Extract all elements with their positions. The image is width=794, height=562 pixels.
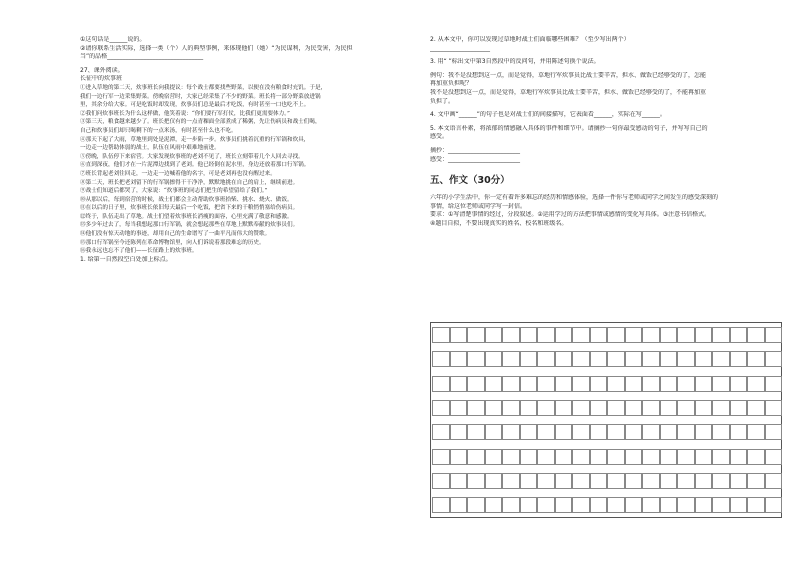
grid-cell[interactable] xyxy=(607,351,625,367)
text-line: 2. 从本文中，你可以发现过草地时战士们面临哪些困难？（至少写出两个） xyxy=(430,36,630,43)
grid-cell[interactable] xyxy=(607,400,625,416)
grid-cell[interactable] xyxy=(642,424,660,440)
grid-cell[interactable] xyxy=(572,327,590,343)
grid-cell[interactable] xyxy=(555,497,573,513)
grid-cell[interactable] xyxy=(502,400,520,416)
text-line: 5. 本文语言朴素，将浓郁的情感融入具体的事件和细节中。请摘抄一句你最受感动的句子，并写写自己的 xyxy=(430,124,708,132)
grid-cell[interactable] xyxy=(520,449,538,465)
grid-cell[interactable] xyxy=(467,351,485,367)
grid-cell[interactable] xyxy=(660,449,678,465)
grid-cell[interactable] xyxy=(677,351,695,367)
grid-cell[interactable] xyxy=(695,473,713,489)
grid-cell[interactable] xyxy=(555,449,573,465)
grid-cell[interactable] xyxy=(765,473,783,489)
grid-cell[interactable] xyxy=(572,473,590,489)
grid-cell[interactable] xyxy=(432,449,450,465)
grid-cell[interactable] xyxy=(712,449,730,465)
text-line: 六年的小学生活中，你一定有着许多难忘的经历和情感体验，选择一件你与老师或同学之间发生的感受深刻的 xyxy=(430,194,719,202)
grid-cell[interactable] xyxy=(625,473,643,489)
grid-cell[interactable] xyxy=(590,473,608,489)
grid-cell[interactable] xyxy=(572,449,590,465)
grid-cell[interactable] xyxy=(625,400,643,416)
grid-cell[interactable] xyxy=(642,449,660,465)
text-line: 27、课外阅读。 xyxy=(80,66,124,74)
grid-cell[interactable] xyxy=(695,497,713,513)
reading-question-1 xyxy=(80,256,420,265)
grid-cell[interactable] xyxy=(747,424,765,440)
grid-cell[interactable] xyxy=(642,400,660,416)
grid-cell[interactable] xyxy=(730,473,748,489)
grid-cell[interactable] xyxy=(537,449,555,465)
grid-cell[interactable] xyxy=(572,376,590,392)
grid-cell[interactable] xyxy=(432,424,450,440)
grid-cell[interactable] xyxy=(432,351,450,367)
grid-cell[interactable] xyxy=(555,327,573,343)
text-line: ⑮那口行军锅至今还陈列在革命博物馆里，向人们诉说着那段难忘的历史。 xyxy=(80,239,265,246)
section-title: 五、作文（30分） xyxy=(430,175,510,187)
grid-cell[interactable] xyxy=(450,449,468,465)
grid-cell[interactable] xyxy=(730,497,748,513)
grid-cell[interactable] xyxy=(432,376,450,392)
text-line: 负担了。 xyxy=(430,97,455,105)
grid-cell[interactable] xyxy=(730,376,748,392)
grid-cell[interactable] xyxy=(590,376,608,392)
text-line: ⑩从那以后，每到宿营的时候，战士们都会主动帮助炊事班拾柴、挑水、烧火、做饭。 xyxy=(80,196,293,203)
grid-cell[interactable] xyxy=(660,473,678,489)
grid-cell[interactable] xyxy=(485,449,503,465)
grid-cell[interactable] xyxy=(537,376,555,392)
grid-cell[interactable] xyxy=(730,351,748,367)
grid-cell[interactable] xyxy=(607,497,625,513)
text-line: ____________________ xyxy=(430,44,490,52)
text-line: ①这句话是______说的。 xyxy=(80,36,146,43)
text-line: ④那天下起了大雨，草地里到处是泥潭，走一步陷一步。炊事员们挑着沉重的行军锅和炊具， xyxy=(80,136,310,143)
text-line: 再加重负担呢？ xyxy=(430,80,473,88)
grid-cell[interactable] xyxy=(660,327,678,343)
grid-cell[interactable] xyxy=(607,449,625,465)
grid-cell[interactable] xyxy=(450,376,468,392)
grid-cell[interactable] xyxy=(712,473,730,489)
grid-cell[interactable] xyxy=(642,327,660,343)
grid-cell[interactable] xyxy=(625,449,643,465)
essay-instructions xyxy=(430,194,778,228)
text-line: ⑫终于，队伍走出了草地。战士们望着炊事班长消瘦的面容，心里充满了敬意和感激。 xyxy=(80,213,293,220)
grid-cell[interactable] xyxy=(660,376,678,392)
grid-cell[interactable] xyxy=(730,400,748,416)
text-line: 一边走一边帮助体弱的战士，队伍在风雨中艰难地前进。 xyxy=(80,145,220,152)
grid-cell[interactable] xyxy=(467,400,485,416)
grid-cell[interactable] xyxy=(432,497,450,513)
grid-cell[interactable] xyxy=(660,400,678,416)
grid-cell[interactable] xyxy=(572,424,590,440)
grid-cell[interactable] xyxy=(642,497,660,513)
grid-cell[interactable] xyxy=(695,400,713,416)
grid-cell[interactable] xyxy=(660,351,678,367)
grid-cell[interactable] xyxy=(695,327,713,343)
grid-cell[interactable] xyxy=(677,400,695,416)
grid-cell[interactable] xyxy=(502,351,520,367)
text-line: ⑧第二天，班长把老刘留下的行军锅擦得干干净净，默默地挑在自己的肩上，继续前进。 xyxy=(80,179,299,186)
grid-cell[interactable] xyxy=(485,351,503,367)
grid-cell[interactable] xyxy=(537,497,555,513)
grid-cell[interactable] xyxy=(765,449,783,465)
grid-cell[interactable] xyxy=(537,400,555,416)
grid-cell[interactable] xyxy=(590,497,608,513)
grid-cell[interactable] xyxy=(590,400,608,416)
grid-cell[interactable] xyxy=(590,424,608,440)
grid-cell[interactable] xyxy=(765,400,783,416)
grid-cell[interactable] xyxy=(467,473,485,489)
grid-cell[interactable] xyxy=(485,376,503,392)
text-line: ⑬多少年过去了，每当我想起那口行军锅，就会想起那些在草地上默默奉献的炊事员们。 xyxy=(80,222,299,229)
grid-cell[interactable] xyxy=(502,376,520,392)
grid-cell[interactable] xyxy=(625,497,643,513)
grid-cell[interactable] xyxy=(520,351,538,367)
grid-cell[interactable] xyxy=(520,327,538,343)
text-line: ①进入草地的第二天，炊事班长向我提议：每个战士都要找些野菜，以便在没有粮食时充饥。于是， xyxy=(80,84,327,91)
grid-cell[interactable] xyxy=(712,351,730,367)
grid-cell[interactable] xyxy=(677,497,695,513)
left-questions xyxy=(80,36,420,84)
grid-cell[interactable] xyxy=(695,351,713,367)
grid-cell[interactable] xyxy=(467,449,485,465)
grid-cell[interactable] xyxy=(607,424,625,440)
grid-cell[interactable] xyxy=(642,351,660,367)
grid-cell[interactable] xyxy=(660,497,678,513)
grid-cell[interactable] xyxy=(450,473,468,489)
grid-cell[interactable] xyxy=(467,424,485,440)
grid-cell[interactable] xyxy=(450,400,468,416)
grid-cell[interactable] xyxy=(485,424,503,440)
text-line: 感受。 xyxy=(430,133,449,141)
grid-cell[interactable] xyxy=(677,376,695,392)
text-line: 要求：①写清楚事情的经过，分段叙述。②运用学过的方法把事情或感情的变化写具体。③注意书信格式。 xyxy=(430,211,711,219)
grid-cell[interactable] xyxy=(432,400,450,416)
text-line: 感受：________________________ xyxy=(430,155,521,163)
text-line: 当”的品格________________________________ xyxy=(80,53,204,61)
grid-cell[interactable] xyxy=(450,351,468,367)
grid-cell[interactable] xyxy=(730,327,748,343)
grid-cell[interactable] xyxy=(590,327,608,343)
text-line: ②请你联系生活实际，选择一类（个）人的典型事例，来体现他们（她）“为民谋利，为民受害，为民担 xyxy=(80,44,353,52)
grid-cell[interactable] xyxy=(502,497,520,513)
grid-cell[interactable] xyxy=(765,351,783,367)
grid-cell[interactable] xyxy=(555,473,573,489)
text-line: 里，其余分给大家。可是吃饭时却发现，炊事员们总是最后才吃饭，有时甚至一口也吃不上。 xyxy=(80,102,310,109)
grid-cell[interactable] xyxy=(467,376,485,392)
text-line: 摘抄：________________________ xyxy=(430,146,521,154)
grid-cell[interactable] xyxy=(590,449,608,465)
grid-cell[interactable] xyxy=(677,449,695,465)
text-line: ⑨战士们知道后都哭了，大家说：“炊事班的同志们把生的希望留给了我们。” xyxy=(80,188,268,195)
text-line: 自己和炊事员们却只喝剩下的一点米汤，有时甚至什么也不吃。 xyxy=(80,127,237,134)
grid-cell[interactable] xyxy=(765,327,783,343)
left-column xyxy=(80,36,420,264)
grid-cell[interactable] xyxy=(625,424,643,440)
grid-cell[interactable] xyxy=(555,424,573,440)
grid-cell[interactable] xyxy=(432,327,450,343)
grid-cell[interactable] xyxy=(607,473,625,489)
grid-cell[interactable] xyxy=(450,424,468,440)
grid-cell[interactable] xyxy=(747,327,765,343)
grid-cell[interactable] xyxy=(555,400,573,416)
grid-cell[interactable] xyxy=(520,400,538,416)
grid-cell[interactable] xyxy=(747,400,765,416)
text-line: 1. 给第一自然段空白处加上标点。 xyxy=(80,255,172,263)
text-line: 例句：我不是没想到这一点，而是觉得，草地行军炊事员比战士要辛苦，担水、做饭已经够受的了，怎能 xyxy=(430,71,707,79)
text-line: ⑯我永远也忘不了他们——长征路上的炊事班。 xyxy=(80,248,198,255)
grid-cell[interactable] xyxy=(730,424,748,440)
grid-cell[interactable] xyxy=(677,327,695,343)
grid-cell[interactable] xyxy=(485,327,503,343)
grid-cell[interactable] xyxy=(590,351,608,367)
grid-cell[interactable] xyxy=(502,473,520,489)
grid-cell[interactable] xyxy=(450,497,468,513)
grid-cell[interactable] xyxy=(502,449,520,465)
grid-cell[interactable] xyxy=(747,449,765,465)
grid-cell[interactable] xyxy=(537,473,555,489)
grid-cell[interactable] xyxy=(712,376,730,392)
grid-cell[interactable] xyxy=(642,473,660,489)
grid-cell[interactable] xyxy=(660,424,678,440)
text-line: 事情，给这位老师或同学写一封信。 xyxy=(430,202,527,210)
grid-cell[interactable] xyxy=(572,400,590,416)
text-line: 4. 文中画“______”的句子也是对战士们的间接描写，它表面看______，实际在写______。 xyxy=(430,111,666,119)
grid-cell[interactable] xyxy=(467,497,485,513)
grid-cell[interactable] xyxy=(502,327,520,343)
grid-cell[interactable] xyxy=(555,351,573,367)
writing-grid[interactable] xyxy=(430,322,782,518)
grid-cell[interactable] xyxy=(467,327,485,343)
grid-cell[interactable] xyxy=(625,351,643,367)
grid-cell[interactable] xyxy=(747,497,765,513)
grid-cell[interactable] xyxy=(485,473,503,489)
reading-passage xyxy=(80,84,420,256)
grid-cell[interactable] xyxy=(432,473,450,489)
right-questions xyxy=(430,36,778,164)
grid-cell[interactable] xyxy=(765,424,783,440)
grid-cell[interactable] xyxy=(712,400,730,416)
grid-cell[interactable] xyxy=(537,327,555,343)
grid-cell[interactable] xyxy=(712,497,730,513)
grid-cell[interactable] xyxy=(625,376,643,392)
text-line: 长征中的炊事班 xyxy=(80,75,123,83)
grid-cell[interactable] xyxy=(747,473,765,489)
grid-cell[interactable] xyxy=(677,424,695,440)
text-line: ⑦班长背起老刘往回走，一边走一边喊着他的名字，可是老刘再也没有醒过来。 xyxy=(80,170,276,177)
grid-cell[interactable] xyxy=(485,497,503,513)
grid-cell[interactable] xyxy=(747,376,765,392)
text-line: ⑤傍晚，队伍停下来宿营。大家发现炊事班的老刘不见了，班长立刻带着几个人回去寻找。 xyxy=(80,153,304,160)
text-line: ⑥直到深夜，他们才在一片泥潭边找到了老刘。他已经倒在泥水里，身边还放着那口行军锅。 xyxy=(80,162,310,169)
grid-cell[interactable] xyxy=(485,400,503,416)
grid-cell[interactable] xyxy=(520,424,538,440)
grid-cell[interactable] xyxy=(607,376,625,392)
grid-cell[interactable] xyxy=(730,449,748,465)
text-line: ⑭他们没有惊天动地的事迹，却用自己的生命谱写了一曲平凡而伟大的赞歌。 xyxy=(80,231,271,238)
grid-cell[interactable] xyxy=(695,376,713,392)
grid-cell[interactable] xyxy=(695,449,713,465)
grid-cell[interactable] xyxy=(572,351,590,367)
grid-cell[interactable] xyxy=(765,497,783,513)
text-line: 我们一边行军一边采集野菜。傍晚宿营时，大家已经采集了不少的野菜。班长将一部分野菜放进锅 xyxy=(80,93,321,100)
grid-cell[interactable] xyxy=(677,473,695,489)
text-line: ⑪在以后的日子里，炊事班长依旧每天最后一个吃饭，把省下来的干粮悄悄塞给伤病员。 xyxy=(80,205,299,212)
grid-cell[interactable] xyxy=(520,376,538,392)
text-line: 我不是没想到这一点，而是觉得，草地行军炊事员比战士要辛苦，担水、做饭已经够受的了，不能再加重 xyxy=(430,88,707,96)
grid-cell[interactable] xyxy=(520,473,538,489)
grid-cell[interactable] xyxy=(537,424,555,440)
text-line: ④题目自拟，不要出现真实的姓名、校名和班级名。 xyxy=(430,219,568,227)
grid-cell[interactable] xyxy=(712,424,730,440)
text-line: 3. 用“ ”标出文中第3自然段中的反问句，并用陈述句换个说法。 xyxy=(430,58,600,66)
grid-cell[interactable] xyxy=(765,376,783,392)
grid-cell[interactable] xyxy=(607,327,625,343)
grid-cell[interactable] xyxy=(712,327,730,343)
grid-cell[interactable] xyxy=(625,327,643,343)
grid-cell[interactable] xyxy=(520,497,538,513)
grid-cell[interactable] xyxy=(572,497,590,513)
text-line: ②我们问炊事班长为什么这样做，他笑着说：“你们要行军打仗，比我们更需要体力。” xyxy=(80,110,290,117)
text-line: ③第三天，粮食越来越少了。班长把仅有的一点青稞面全部煮成了稀粥，先让伤病员和战士们喝， xyxy=(80,119,321,126)
grid-cell[interactable] xyxy=(747,351,765,367)
grid-cell[interactable] xyxy=(450,327,468,343)
grid-cell[interactable] xyxy=(502,424,520,440)
right-column xyxy=(430,36,778,229)
grid-cell[interactable] xyxy=(642,376,660,392)
grid-cell[interactable] xyxy=(695,424,713,440)
grid-cell[interactable] xyxy=(537,351,555,367)
grid-cell[interactable] xyxy=(555,376,573,392)
